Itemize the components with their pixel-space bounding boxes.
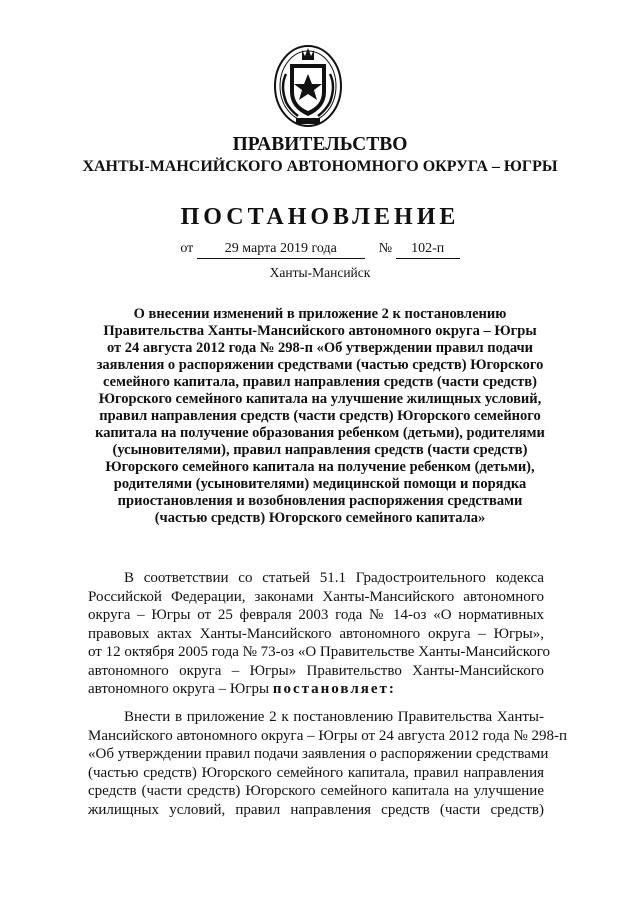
- subject-line: заявления о распоряжении средствами (частью средств) Югорского: [96, 357, 544, 373]
- date-prefix: от: [180, 241, 194, 256]
- government-title: ПРАВИТЕЛЬСТВО: [232, 134, 408, 155]
- paragraph-line: правовых актах Ханты-Мансийского автономного округа – Югры»,: [88, 625, 544, 642]
- paragraph-last-line: [88, 680, 544, 699]
- paragraph-line: жилищных условий, правил направления средств (части средств): [88, 801, 544, 818]
- subject-line: О внесении изменений в приложение 2 к постановлению: [133, 306, 507, 322]
- resolves-keyword: постановляет:: [272, 681, 396, 697]
- paragraph-line: Российской Федерации, законами Ханты-Мансийского автономного: [88, 588, 544, 605]
- paragraph-line: от 12 октября 2005 года № 73-оз «О Правительстве Ханты-Мансийского: [88, 644, 551, 660]
- number-prefix: №: [378, 241, 393, 256]
- paragraph-line: «Об утверждении правил подачи заявления о распоряжении средствами: [88, 746, 549, 762]
- subject-line: от 24 августа 2012 года № 298-п «Об утверждении правил подачи: [106, 340, 534, 356]
- paragraph-line: Внести в приложение 2 к постановлению Правительства Ханты-: [124, 709, 544, 725]
- paragraph-line: (частью средств) Югорского семейного капитала, правил направления: [88, 764, 544, 781]
- region-title: ХАНТЫ-МАНСИЙСКОГО АВТОНОМНОГО ОКРУГА – ЮГРЫ: [82, 158, 558, 175]
- subject-line: Югорского семейного капитала на улучшение жилищных условий,: [98, 391, 542, 407]
- operative-paragraph: [88, 708, 568, 819]
- document-city: Ханты-Мансийск: [269, 265, 371, 280]
- document-type: ПОСТАНОВЛЕНИЕ: [180, 204, 460, 230]
- subject-line: правил направления средств (части средств) Югорского семейного: [99, 408, 541, 424]
- document-date: 29 марта 2019 года: [197, 240, 365, 259]
- document-subject: [56, 306, 584, 527]
- subject-line: родителями (усыновителями) медицинской помощи и порядка: [113, 476, 527, 492]
- paragraph-line: округа – Югры от 25 февраля 2003 года № 14-оз «О нормативных: [88, 607, 544, 623]
- paragraph-line: средств (части средств) Югорского семейного капитала на улучшение: [88, 783, 544, 799]
- subject-line: капитала на получение образования ребенком (детьми), родителями: [95, 425, 545, 441]
- paragraph-line: В соответствии со статьей 51.1 Градостроительного кодекса: [124, 570, 544, 586]
- document-number: 102-п: [396, 240, 460, 259]
- preamble-paragraph: [88, 569, 551, 699]
- paragraph-text: автономного округа – Югры: [88, 681, 270, 697]
- subject-line: Правительства Ханты-Мансийского автономного округа – Югры: [103, 323, 537, 339]
- subject-line: Югорского семейного капитала на получение ребенком (детьми),: [105, 459, 535, 475]
- paragraph-line: автономного округа – Югры» Правительство Ханты-Мансийского: [88, 662, 544, 679]
- coat-of-arms-emblem-icon: [272, 44, 344, 130]
- date-number-line: [0, 240, 640, 259]
- subject-line: (частью средств) Югорского семейного капитала»: [154, 510, 486, 526]
- subject-line: (усыновителями), правил направления средств (части средств): [112, 442, 528, 458]
- paragraph-line: Мансийского автономного округа – Югры от 24 августа 2012 года № 298-п: [88, 727, 568, 744]
- subject-line: семейного капитала, правил направления средств (части средств): [103, 374, 537, 390]
- subject-line: приостановления и возобновления распоряжения средствами: [117, 493, 523, 509]
